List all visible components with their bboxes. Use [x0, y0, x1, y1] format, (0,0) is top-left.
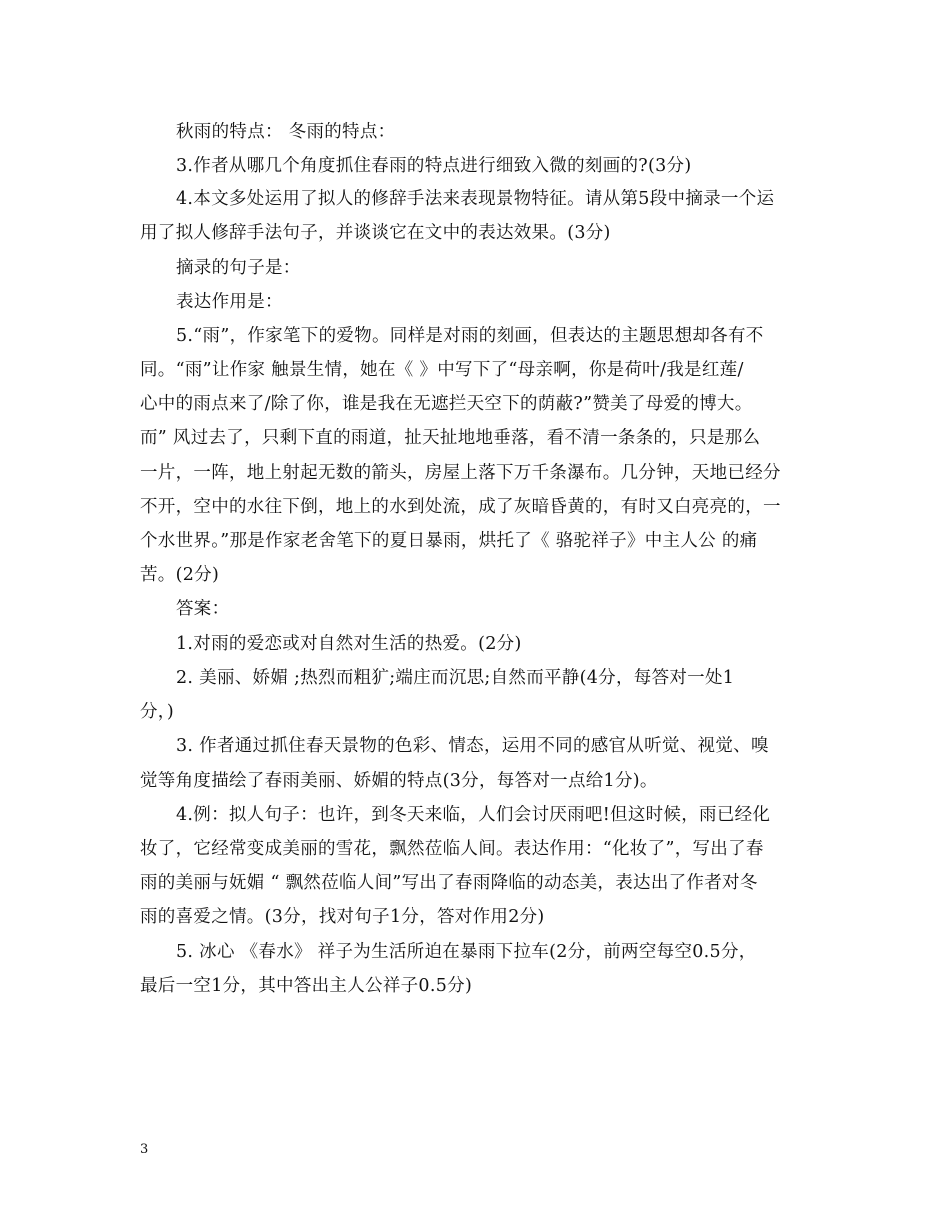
- text-line: 2. 美丽、娇媚 ;热烈而粗犷;端庄而沉思;自然而平静(4分，每答对一处1: [176, 668, 735, 688]
- text-line: 答案：: [176, 599, 230, 619]
- text-line: 雨的美丽与妩媚 “ 飘然莅临人间”写出了春雨降临的动态美，表达出了作者对冬: [140, 873, 758, 893]
- text-line: 雨的喜爱之情。(3分，找对句子1分，答对作用2分): [140, 907, 545, 927]
- text-line: 妆了，它经常变成美丽的雪花，飘然莅临人间。表达作用：“化妆了”，写出了春: [140, 839, 764, 859]
- text-line: 一片，一阵，地上射起无数的箭头，房屋上落下万千条瀑布。几分钟，天地已经分: [140, 463, 781, 483]
- text-line: 分，): [140, 702, 174, 722]
- text-line: 同。“雨”让作家 触景生情，她在《 》中写下了“母亲啊，你是荷叶/我是红莲/: [140, 360, 744, 380]
- text-line: 觉等角度描绘了春雨美丽、娇媚的特点(3分，每答对一点给1分)。: [140, 771, 658, 791]
- text-line: 5. 冰心 《春水》 祥子为生活所迫在暴雨下拉车(2分，前两空每空0.5分，: [176, 942, 757, 962]
- text-line: 4.例：拟人句子：也许，到冬天来临，人们会讨厌雨吧!但这时候，雨已经化: [176, 805, 771, 825]
- text-line: 个水世界。”那是作家老舍笔下的夏日暴雨，烘托了《 骆驼祥子》中主人公 的痛: [140, 531, 758, 551]
- text-line: 3. 作者通过抓住春天景物的色彩、情态，运用不同的感官从听觉、视觉、嗅: [176, 736, 769, 756]
- text-line: 不开，空中的水往下倒，地上的水到处流，成了灰暗昏黄的，有时又白亮亮的，一: [140, 497, 781, 517]
- page-number: 3: [140, 1142, 149, 1157]
- text-line: 用了拟人修辞手法句子，并谈谈它在文中的表达效果。(3分): [140, 223, 611, 243]
- text-line: 而” 风过去了，只剩下直的雨道，扯天扯地地垂落，看不清一条条的，只是那么: [140, 428, 761, 448]
- text-line: 1.对雨的爱恋或对自然对生活的热爱。(2分): [176, 634, 522, 654]
- text-line: 摘录的句子是：: [176, 258, 301, 278]
- text-line: 最后一空1分，其中答出主人公祥子0.5分): [140, 976, 473, 996]
- text-line: 苦。(2分): [140, 565, 220, 585]
- text-line: 秋雨的特点： 冬雨的特点：: [176, 122, 396, 142]
- text-line: 表达作用是：: [176, 292, 283, 312]
- text-line: 4.本文多处运用了拟人的修辞手法来表现景物特征。请从第5段中摘录一个运: [176, 189, 775, 209]
- text-line: 心中的雨点来了/除了你，谁是我在无遮拦天空下的荫蔽?”赞美了母爱的博大。: [140, 394, 753, 414]
- text-line: 5.“雨”，作家笔下的爱物。同样是对雨的刻画，但表达的主题思想却各有不: [176, 326, 764, 346]
- text-line: 3.作者从哪几个角度抓住春雨的特点进行细致入微的刻画的?(3分): [176, 156, 692, 176]
